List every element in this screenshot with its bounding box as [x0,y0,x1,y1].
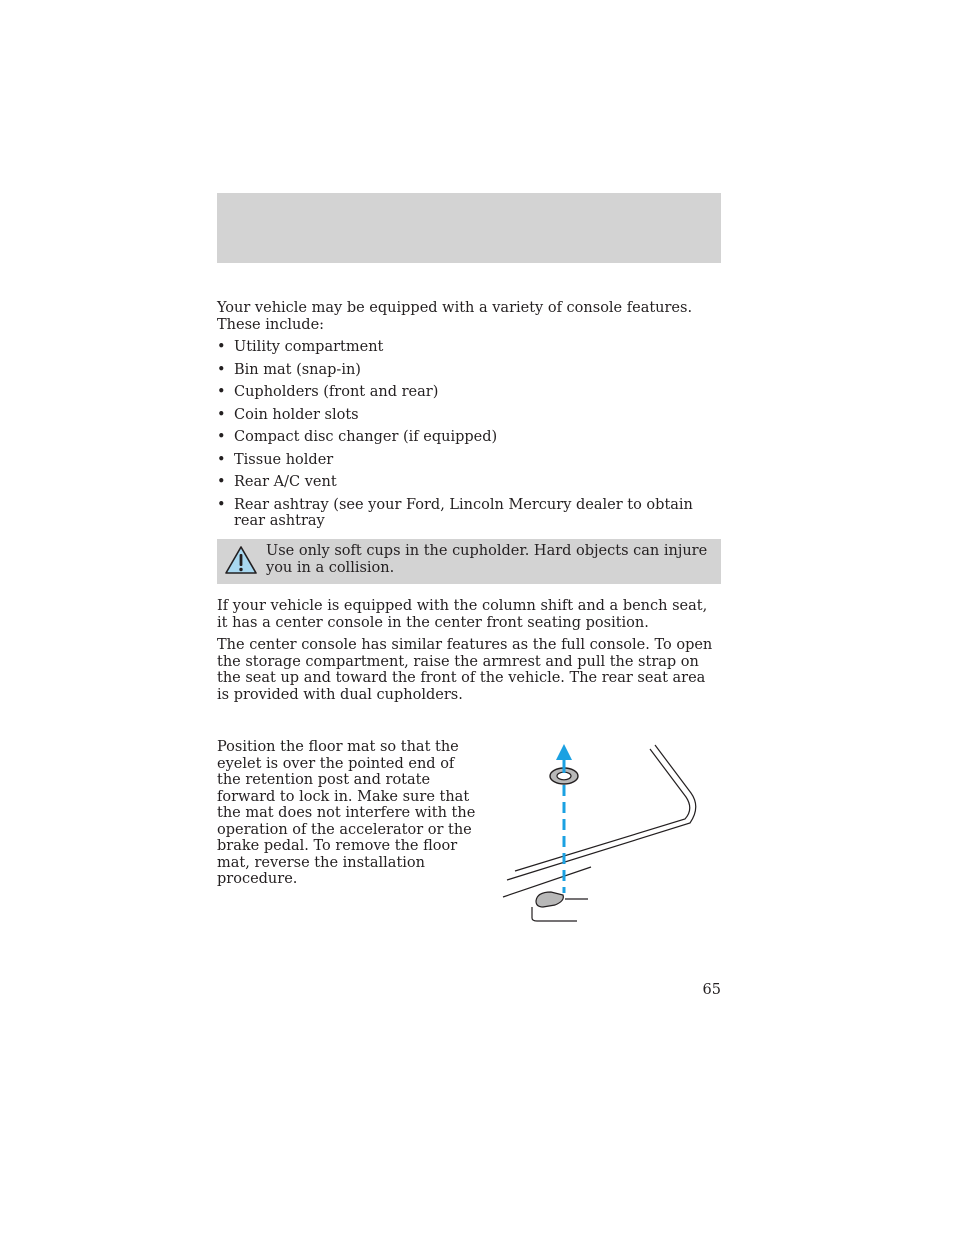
bullet: • [217,429,226,445]
list-item-text: Cupholders (front and rear) [234,384,439,400]
list-item [217,497,721,530]
warning-triangle-icon [224,545,258,575]
list-item [217,384,721,401]
bench-seat-paragraph: If your vehicle is equipped with the column shift and a bench seat, it has a center console in the center front seating position. [217,598,708,631]
list-item-text: Bin mat (snap-in) [234,361,361,378]
list-item [217,452,721,469]
list-item [217,407,721,424]
floor-mat-edge [507,745,696,880]
list-item-text: Utility compartment [234,339,384,355]
bullet: • [217,384,226,400]
bullet: • [217,406,226,423]
floor-mat-instructions: Position the floor mat so that the eyelet is over the pointed end of the retention post and rotate forward to lock in. Make sure that the mat does not interfere with the operation of the accelerator or the brake pedal. To remove the floor mat, reverse the installation procedure. [217,739,476,887]
list-item [217,339,721,356]
retention-post-icon [532,892,588,921]
list-item [217,362,721,379]
intro-paragraph: Your vehicle may be equipped with a variety of console features. These include: [217,300,693,333]
floor-mat-diagram [495,735,715,930]
warning-text: Use only soft cups in the cupholder. Hard objects can injure you in a collision. [266,543,708,576]
warning-box [217,539,721,584]
bullet: • [217,496,226,513]
list-item-text: Tissue holder [234,451,334,468]
list-item-text: Rear A/C vent [234,474,337,490]
bullet: • [217,361,226,378]
bullet: • [217,451,226,468]
list-item-text: Compact disc changer (if equipped) [234,429,498,445]
list-item-text: Rear ashtray (see your Ford, Lincoln Mercury dealer to obtain rear ashtray [234,496,693,529]
feature-list [217,339,721,536]
header-band [217,193,721,263]
page-number: 65 [702,982,721,998]
bullet: • [217,474,226,490]
bullet: • [217,339,226,355]
list-item-text: Coin holder slots [234,406,359,423]
list-item [217,474,721,491]
list-item [217,429,721,446]
center-console-paragraph: The center console has similar features as the full console. To open the storage compartment, raise the armrest and pull the strap on the seat up and toward the front of the vehicle. The rear seat area is provided with dual cupholders. [217,637,713,703]
